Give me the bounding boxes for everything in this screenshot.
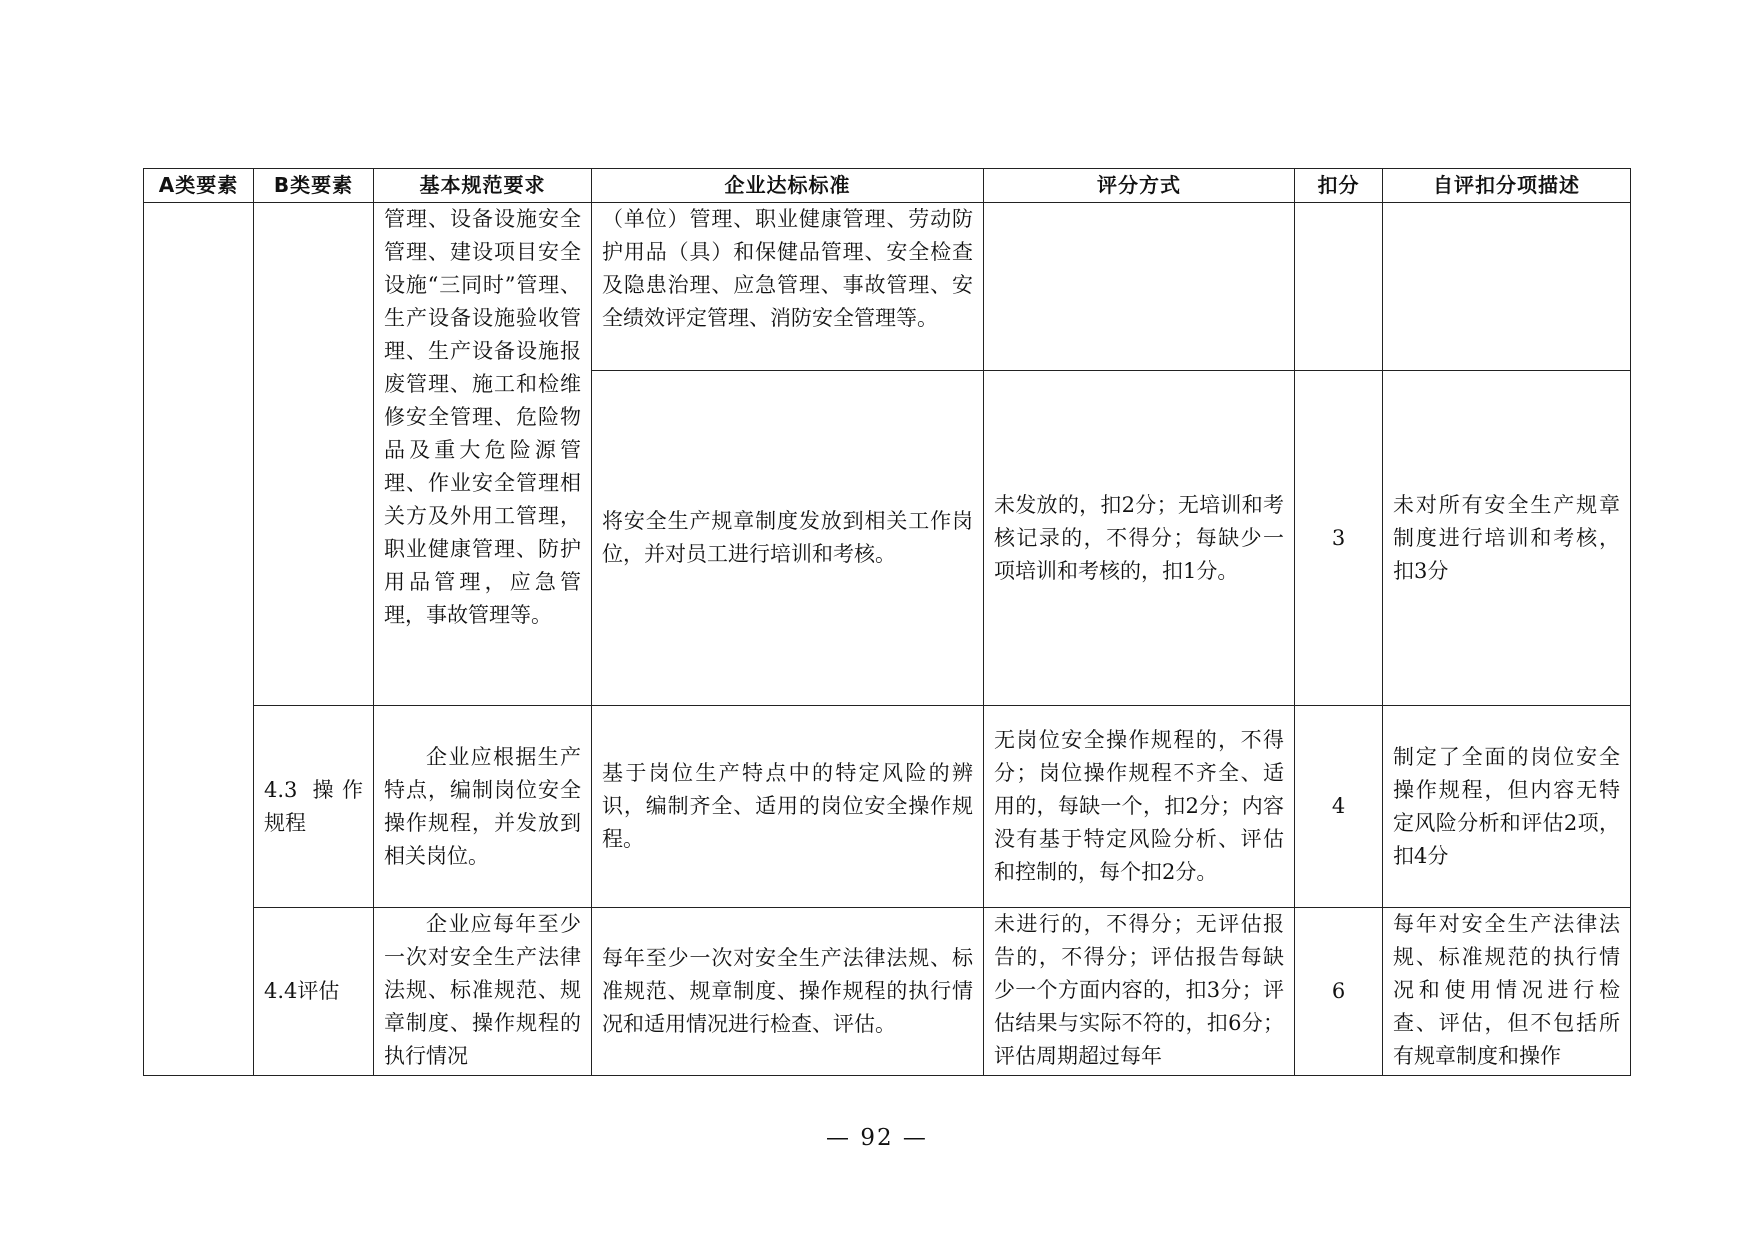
page-number: — 92 — [826, 1125, 928, 1151]
scoring-cell: 未发放的，扣2分；无培训和考核记录的，不得分；每缺少一项培训和考核的，扣1分。 [984, 371, 1295, 706]
table-row [144, 706, 1631, 908]
self-eval-cell: 每年对安全生产法律法规、标准规范的执行情况和使用情况进行检查、评估，但不包括所有规章制度和操作 [1383, 908, 1631, 1076]
self-eval-cell [1383, 203, 1631, 371]
standard-cell: 每年至少一次对安全生产法律法规、标准规范、规章制度、操作规程的执行情况和适用情况进行检查、评估。 [592, 908, 984, 1076]
deduct-cell: 4 [1295, 706, 1383, 908]
header-a-category: A类要素 [144, 169, 254, 203]
table-row [144, 908, 1631, 1076]
header-scoring: 评分方式 [984, 169, 1295, 203]
scoring-cell: 无岗位安全操作规程的，不得分；岗位操作规程不齐全、适用的，每缺一个，扣2分；内容没有基于特定风险分析、评估和控制的，每个扣2分。 [984, 706, 1295, 908]
standard-cell: 将安全生产规章制度发放到相关工作岗位，并对员工进行培训和考核。 [592, 371, 984, 706]
header-standard: 企业达标标准 [592, 169, 984, 203]
basic-requirement-cell: 企业应根据生产特点，编制岗位安全操作规程，并发放到相关岗位。 [374, 706, 592, 908]
header-b-category: B类要素 [254, 169, 374, 203]
self-eval-cell: 制定了全面的岗位安全操作规程，但内容无特定风险分析和评估2项，扣4分 [1383, 706, 1631, 908]
deduct-cell: 3 [1295, 371, 1383, 706]
b-category-cell: 4.4评估 [254, 908, 374, 1076]
b-category-cell: 4.3 操作规程 [254, 706, 374, 908]
table-row [144, 203, 1631, 371]
a-category-cell [144, 203, 254, 1076]
header-basic-requirement: 基本规范要求 [374, 169, 592, 203]
basic-requirement-cell: 企业应每年至少一次对安全生产法律法规、标准规范、规章制度、操作规程的执行情况 [374, 908, 592, 1076]
header-deduct: 扣分 [1295, 169, 1383, 203]
scoring-cell: 未进行的，不得分；无评估报告的，不得分；评估报告每缺少一个方面内容的，扣3分；评估结果与实际不符的，扣6分；评估周期超过每年 [984, 908, 1295, 1076]
table-header-row [144, 169, 1631, 203]
deduct-cell: 6 [1295, 908, 1383, 1076]
basic-requirement-cell: 管理、设备设施安全管理、建设项目安全设施“三同时”管理、生产设备设施验收管理、生产设备设施报废管理、施工和检维修安全管理、危险物品及重大危险源管理、作业安全管理相关方及外用工管理，职业健康管理、防护用品管理，应急管理，事故管理等。 [374, 203, 592, 706]
standard-cell: （单位）管理、职业健康管理、劳动防护用品（具）和保健品管理、安全检查及隐患治理、应急管理、事故管理、安全绩效评定管理、消防安全管理等。 [592, 203, 984, 371]
standard-cell: 基于岗位生产特点中的特定风险的辨识，编制齐全、适用的岗位安全操作规程。 [592, 706, 984, 908]
deduct-cell [1295, 203, 1383, 371]
scoring-cell [984, 203, 1295, 371]
header-self-eval: 自评扣分项描述 [1383, 169, 1631, 203]
self-eval-cell: 未对所有安全生产规章制度进行培训和考核，扣3分 [1383, 371, 1631, 706]
standards-table [143, 168, 1631, 1076]
b-category-cell [254, 203, 374, 706]
